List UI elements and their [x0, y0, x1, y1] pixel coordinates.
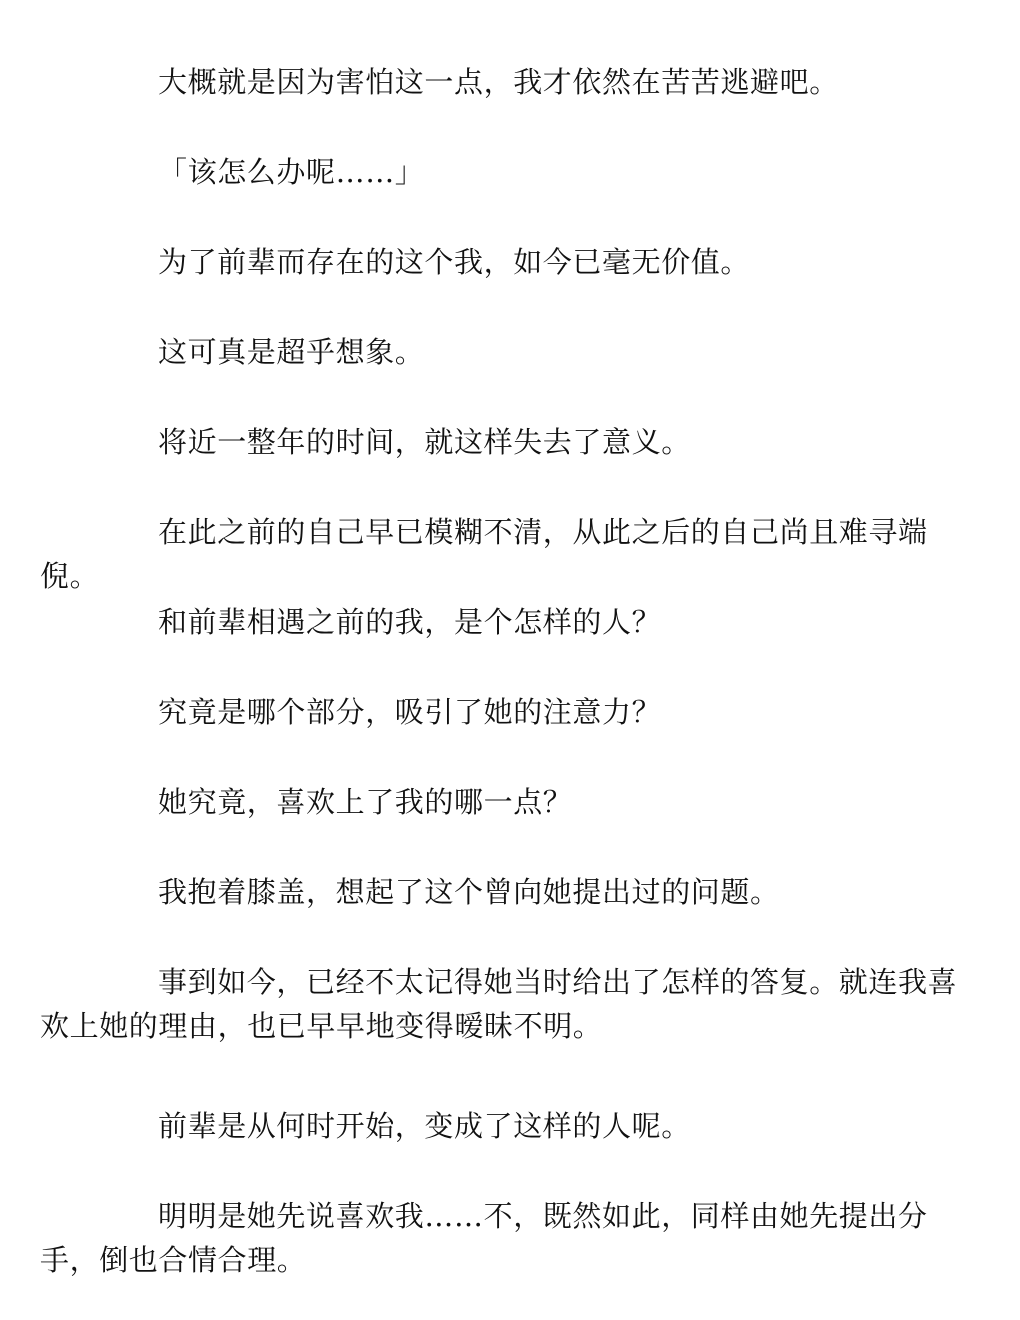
paragraph: 为了前辈而存在的这个我，如今已毫无价值。 [158, 245, 751, 279]
paragraph: 事到如今，已经不太记得她当时给出了怎样的答复。就连我喜欢上她的理由，也已早早地变得暧昧不明。 [40, 965, 958, 1043]
paragraph: 将近一整年的时间，就这样失去了意义。 [158, 425, 691, 459]
paragraph: 她究竟，喜欢上了我的哪一点？ [158, 785, 573, 819]
paragraph: 究竟是哪个部分，吸引了她的注意力？ [158, 695, 662, 729]
dialogue-line: 「该怎么办呢……」 [158, 155, 425, 189]
paragraph: 这可真是超乎想象。 [158, 335, 425, 369]
paragraph: 明明是她先说喜欢我……不，既然如此，同样由她先提出分手，倒也合情合理。 [40, 1199, 928, 1277]
paragraph: 我抱着膝盖，想起了这个曾向她提出过的问题。 [158, 875, 780, 909]
paragraph: 大概就是因为害怕这一点，我才依然在苦苦逃避吧。 [158, 65, 839, 99]
paragraph: 在此之前的自己早已模糊不清，从此之后的自己尚且难寻端倪。 [40, 515, 928, 593]
paragraph: 和前辈相遇之前的我，是个怎样的人？ [158, 605, 662, 639]
paragraph: 前辈是从何时开始，变成了这样的人呢。 [158, 1109, 691, 1143]
